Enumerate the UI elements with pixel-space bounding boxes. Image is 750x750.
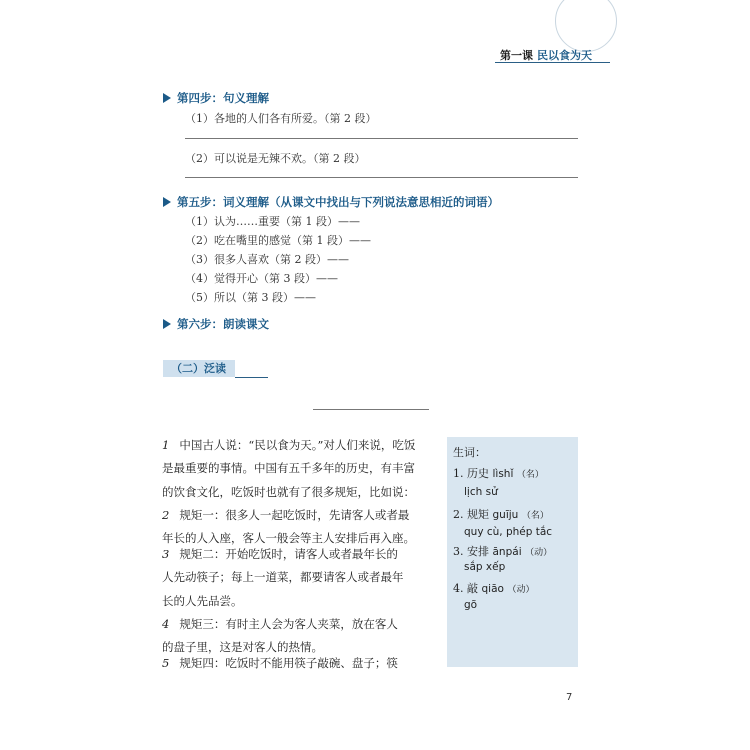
- paragraph-number: 2: [162, 508, 170, 522]
- answer-line-2: [185, 177, 578, 178]
- vocab-pinyin: qiāo: [481, 583, 504, 595]
- step5-heading: [163, 194, 499, 210]
- paragraph-1: [162, 434, 427, 504]
- vocab-item-4: 4. 敲 qiāo （动）: [453, 582, 535, 595]
- paragraph-line: 5 规矩四：吃饭时不能用筷子敲碗、盘子；筷: [162, 656, 398, 670]
- header-circle-decoration: [555, 0, 617, 52]
- title-blank-line: [313, 409, 429, 410]
- triangle-bullet-icon: [163, 93, 171, 103]
- section-tab-rule: [235, 377, 268, 378]
- triangle-bullet-icon: [163, 197, 171, 207]
- vocab-pos: （名）: [516, 470, 544, 480]
- lesson-number: 第一课: [500, 49, 533, 62]
- vocab-word: 敲: [467, 582, 478, 595]
- paragraph-line: 是最重要的事情。中国有五千多年的历史，有丰富: [162, 461, 415, 476]
- step5-item-2: （2）吃在嘴里的感觉（第 1 段）——: [185, 234, 371, 247]
- paragraph-line: 3 规矩二：开始吃饭时，请客人或者最年长的: [162, 547, 398, 561]
- paragraph-number: 5: [162, 656, 170, 670]
- step5-item-3: （3）很多人喜欢（第 2 段）——: [185, 253, 349, 266]
- vocab-meaning-3: sắp xếp: [464, 561, 506, 573]
- step5-item-5: （5）所以（第 3 段）——: [185, 291, 316, 304]
- paragraph-line: 的盘子里，这是对客人的热情。: [162, 640, 323, 655]
- answer-line-1: [185, 138, 578, 139]
- vocabulary-title: 生词：: [453, 446, 486, 459]
- vocab-pos: （动）: [525, 548, 553, 558]
- page-number: 7: [566, 692, 573, 703]
- lesson-header: [500, 47, 592, 63]
- vocab-word: 安排: [467, 545, 489, 558]
- paragraph-3: [162, 543, 427, 613]
- vocab-pinyin: guīju: [492, 509, 519, 521]
- vocab-item-3: 3. 安排 ānpái （动）: [453, 545, 553, 558]
- paragraph-line: 年长的人入座，客人一般会等主人安排后再入座。: [162, 531, 415, 546]
- vocab-pinyin: ānpái: [492, 546, 522, 558]
- paragraph-number: 3: [162, 547, 170, 561]
- vocab-meaning-1: lịch sử: [464, 486, 498, 498]
- vocab-pos: （动）: [507, 585, 535, 595]
- step4-item-1: （1）各地的人们各有所爱。（第 2 段）: [185, 112, 377, 125]
- triangle-bullet-icon: [163, 319, 171, 329]
- section-tab: （二）泛读: [163, 360, 235, 377]
- paragraph-line: 4 规矩三：有时主人会为客人夹菜，放在客人: [162, 617, 398, 631]
- vocab-item-1: 1. 历史 lìshǐ （名）: [453, 467, 544, 480]
- step6-heading: [163, 316, 269, 332]
- paragraph-5: [162, 652, 427, 675]
- paragraph-line: 的饮食文化，吃饭时也就有了很多规矩，比如说：: [162, 484, 415, 499]
- paragraph-line: 人先动筷子；每上一道菜，都要请客人或者最年: [162, 570, 404, 585]
- vocab-word: 规矩: [467, 508, 489, 521]
- lesson-title: 民以食为天: [537, 49, 592, 62]
- step4-heading-text: 第四步：句义理解: [177, 91, 269, 105]
- step5-heading-text: 第五步：词义理解（从课文中找出与下列说法意思相近的词语）: [177, 195, 499, 209]
- vocab-pos: （名）: [521, 511, 549, 521]
- paragraph-number: 4: [162, 617, 170, 631]
- step4-heading: [163, 90, 269, 106]
- header-rule: [495, 62, 610, 63]
- step5-item-4: （4）觉得开心（第 3 段）——: [185, 272, 338, 285]
- step5-item-1: （1）认为……重要（第 1 段）——: [185, 215, 360, 228]
- paragraph-line: 1 中国古人说：“民以食为天。”对人们来说，吃饭: [162, 438, 416, 452]
- vocab-meaning-2: quy cù, phép tắc: [464, 526, 553, 538]
- step6-heading-text: 第六步：朗读课文: [177, 317, 269, 331]
- vocab-meaning-4: gõ: [464, 599, 478, 611]
- step4-item-2: （2）可以说是无辣不欢。（第 2 段）: [185, 152, 366, 165]
- paragraph-line: 长的人先品尝。: [162, 593, 243, 608]
- paragraph-line: 2 规矩一：很多人一起吃饭时，先请客人或者最: [162, 508, 410, 522]
- vocabulary-box: [447, 437, 578, 667]
- vocab-item-2: 2. 规矩 guīju （名）: [453, 508, 549, 521]
- paragraph-number: 1: [162, 438, 170, 452]
- vocab-pinyin: lìshǐ: [492, 468, 514, 480]
- vocab-word: 历史: [467, 467, 489, 480]
